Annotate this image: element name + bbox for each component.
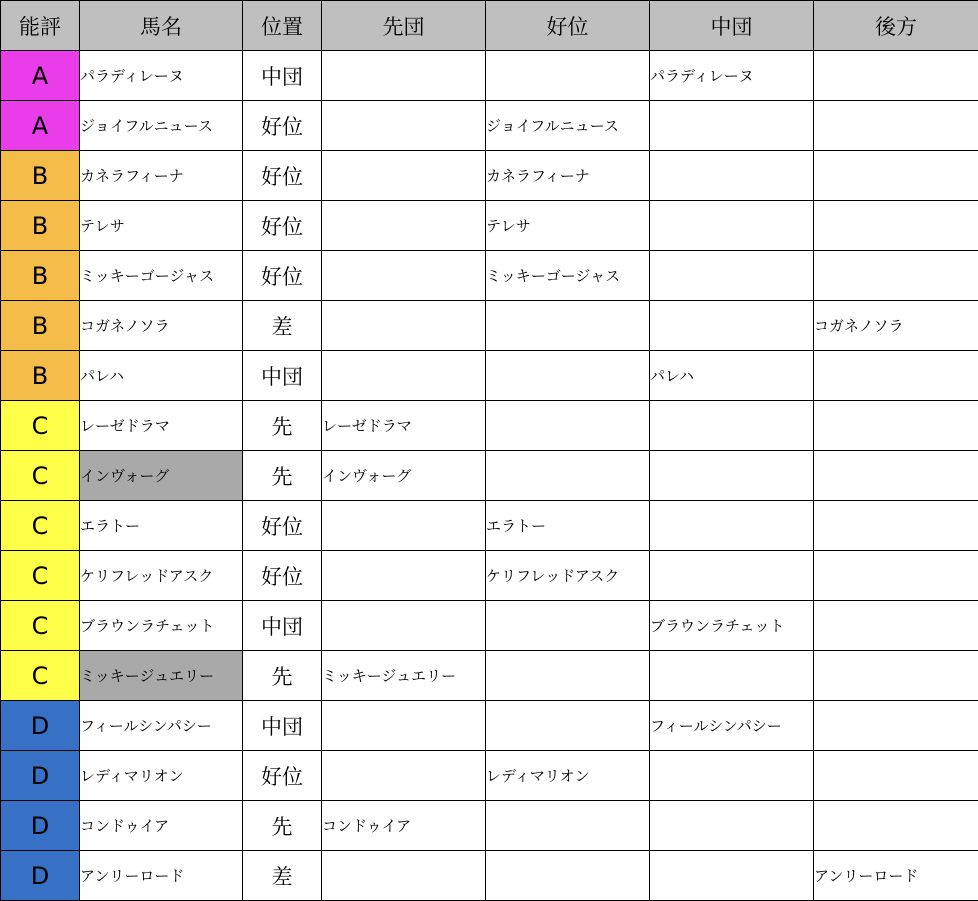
table-row — [1, 151, 978, 201]
position-cell: 中団 — [243, 701, 322, 751]
rating-cell: B — [1, 351, 80, 401]
rating-cell: D — [1, 801, 80, 851]
header-mid-group: 中団 — [650, 1, 814, 51]
position-cell: 好位 — [243, 201, 322, 251]
front-group-cell: コンドゥイア — [322, 801, 486, 851]
header-rear: 後方 — [814, 1, 978, 51]
rear-cell — [814, 401, 978, 451]
rear-cell — [814, 551, 978, 601]
mid-group-cell — [650, 151, 814, 201]
mid-group-cell — [650, 301, 814, 351]
mid-group-cell: パラディレーヌ — [650, 51, 814, 101]
good-position-cell: テレサ — [486, 201, 650, 251]
horse-name-cell: ケリフレッドアスク — [80, 551, 243, 601]
position-cell: 先 — [243, 651, 322, 701]
horse-name-cell: コガネノソラ — [80, 301, 243, 351]
position-cell: 先 — [243, 801, 322, 851]
horse-name-cell: エラトー — [80, 501, 243, 551]
position-cell: 中団 — [243, 351, 322, 401]
rear-cell — [814, 351, 978, 401]
position-cell: 好位 — [243, 751, 322, 801]
table-row — [1, 401, 978, 451]
good-position-cell: ミッキーゴージャス — [486, 251, 650, 301]
horse-name-cell: ミッキージュエリー — [80, 651, 243, 701]
position-cell: 先 — [243, 401, 322, 451]
table-row — [1, 101, 978, 151]
mid-group-cell: ブラウンラチェット — [650, 601, 814, 651]
position-cell: 好位 — [243, 251, 322, 301]
mid-group-cell — [650, 451, 814, 501]
table-row — [1, 851, 978, 901]
front-group-cell — [322, 201, 486, 251]
mid-group-cell — [650, 401, 814, 451]
rating-cell: D — [1, 751, 80, 801]
position-cell: 好位 — [243, 101, 322, 151]
mid-group-cell — [650, 251, 814, 301]
horse-name-cell: パレハ — [80, 351, 243, 401]
good-position-cell — [486, 351, 650, 401]
rear-cell — [814, 701, 978, 751]
table-row — [1, 301, 978, 351]
rating-cell: C — [1, 451, 80, 501]
table-row — [1, 651, 978, 701]
good-position-cell: エラトー — [486, 501, 650, 551]
rear-cell: コガネノソラ — [814, 301, 978, 351]
front-group-cell — [322, 101, 486, 151]
position-cell: 好位 — [243, 151, 322, 201]
front-group-cell — [322, 601, 486, 651]
front-group-cell — [322, 351, 486, 401]
horse-name-cell: フィールシンパシー — [80, 701, 243, 751]
good-position-cell: カネラフィーナ — [486, 151, 650, 201]
mid-group-cell — [650, 851, 814, 901]
header-position: 位置 — [243, 1, 322, 51]
front-group-cell — [322, 301, 486, 351]
horse-name-cell: レーゼドラマ — [80, 401, 243, 451]
table-row — [1, 501, 978, 551]
header-row — [1, 1, 978, 51]
table-row — [1, 701, 978, 751]
mid-group-cell — [650, 801, 814, 851]
table-row — [1, 451, 978, 501]
rear-cell — [814, 51, 978, 101]
mid-group-cell — [650, 201, 814, 251]
rear-cell — [814, 251, 978, 301]
mid-group-cell — [650, 101, 814, 151]
header-horse-name: 馬名 — [80, 1, 243, 51]
rating-cell: A — [1, 51, 80, 101]
good-position-cell — [486, 401, 650, 451]
header-good-position: 好位 — [486, 1, 650, 51]
front-group-cell: ミッキージュエリー — [322, 651, 486, 701]
front-group-cell: インヴォーグ — [322, 451, 486, 501]
horse-name-cell: インヴォーグ — [80, 451, 243, 501]
position-cell: 差 — [243, 851, 322, 901]
rear-cell — [814, 651, 978, 701]
front-group-cell: レーゼドラマ — [322, 401, 486, 451]
front-group-cell — [322, 551, 486, 601]
mid-group-cell: パレハ — [650, 351, 814, 401]
rating-cell: B — [1, 301, 80, 351]
rating-cell: C — [1, 601, 80, 651]
table-row — [1, 751, 978, 801]
rear-cell — [814, 201, 978, 251]
header-rating: 能評 — [1, 1, 80, 51]
good-position-cell — [486, 301, 650, 351]
rating-cell: C — [1, 401, 80, 451]
mid-group-cell — [650, 551, 814, 601]
horse-name-cell: カネラフィーナ — [80, 151, 243, 201]
table-row — [1, 351, 978, 401]
front-group-cell — [322, 751, 486, 801]
horse-name-cell: アンリーロード — [80, 851, 243, 901]
rating-cell: C — [1, 501, 80, 551]
rating-cell: B — [1, 151, 80, 201]
rear-cell — [814, 501, 978, 551]
rating-cell: D — [1, 701, 80, 751]
position-cell: 差 — [243, 301, 322, 351]
rear-cell — [814, 451, 978, 501]
good-position-cell: ジョイフルニュース — [486, 101, 650, 151]
position-cell: 好位 — [243, 551, 322, 601]
good-position-cell — [486, 801, 650, 851]
horse-name-cell: テレサ — [80, 201, 243, 251]
table-row — [1, 51, 978, 101]
good-position-cell — [486, 451, 650, 501]
front-group-cell — [322, 851, 486, 901]
front-group-cell — [322, 151, 486, 201]
horse-name-cell: ブラウンラチェット — [80, 601, 243, 651]
good-position-cell — [486, 701, 650, 751]
horse-name-cell: レディマリオン — [80, 751, 243, 801]
good-position-cell — [486, 601, 650, 651]
mid-group-cell — [650, 501, 814, 551]
good-position-cell — [486, 651, 650, 701]
table-row — [1, 601, 978, 651]
table-body — [1, 51, 978, 901]
rating-cell: B — [1, 201, 80, 251]
rear-cell — [814, 101, 978, 151]
table-row — [1, 251, 978, 301]
rating-cell: C — [1, 551, 80, 601]
rear-cell: アンリーロード — [814, 851, 978, 901]
rating-cell: D — [1, 851, 80, 901]
table-row — [1, 201, 978, 251]
good-position-cell — [486, 851, 650, 901]
front-group-cell — [322, 251, 486, 301]
position-cell: 中団 — [243, 51, 322, 101]
mid-group-cell — [650, 651, 814, 701]
good-position-cell — [486, 51, 650, 101]
rear-cell — [814, 801, 978, 851]
horse-name-cell: パラディレーヌ — [80, 51, 243, 101]
rating-cell: B — [1, 251, 80, 301]
position-cell: 中団 — [243, 601, 322, 651]
rating-cell: A — [1, 101, 80, 151]
position-cell: 好位 — [243, 501, 322, 551]
rating-cell: C — [1, 651, 80, 701]
rear-cell — [814, 151, 978, 201]
mid-group-cell — [650, 751, 814, 801]
rear-cell — [814, 601, 978, 651]
table-row — [1, 551, 978, 601]
table-row — [1, 801, 978, 851]
horse-name-cell: ジョイフルニュース — [80, 101, 243, 151]
good-position-cell: ケリフレッドアスク — [486, 551, 650, 601]
good-position-cell: レディマリオン — [486, 751, 650, 801]
rear-cell — [814, 751, 978, 801]
header-front-group: 先団 — [322, 1, 486, 51]
horse-name-cell: コンドゥイア — [80, 801, 243, 851]
horse-name-cell: ミッキーゴージャス — [80, 251, 243, 301]
front-group-cell — [322, 51, 486, 101]
mid-group-cell: フィールシンパシー — [650, 701, 814, 751]
position-cell: 先 — [243, 451, 322, 501]
front-group-cell — [322, 701, 486, 751]
front-group-cell — [322, 501, 486, 551]
